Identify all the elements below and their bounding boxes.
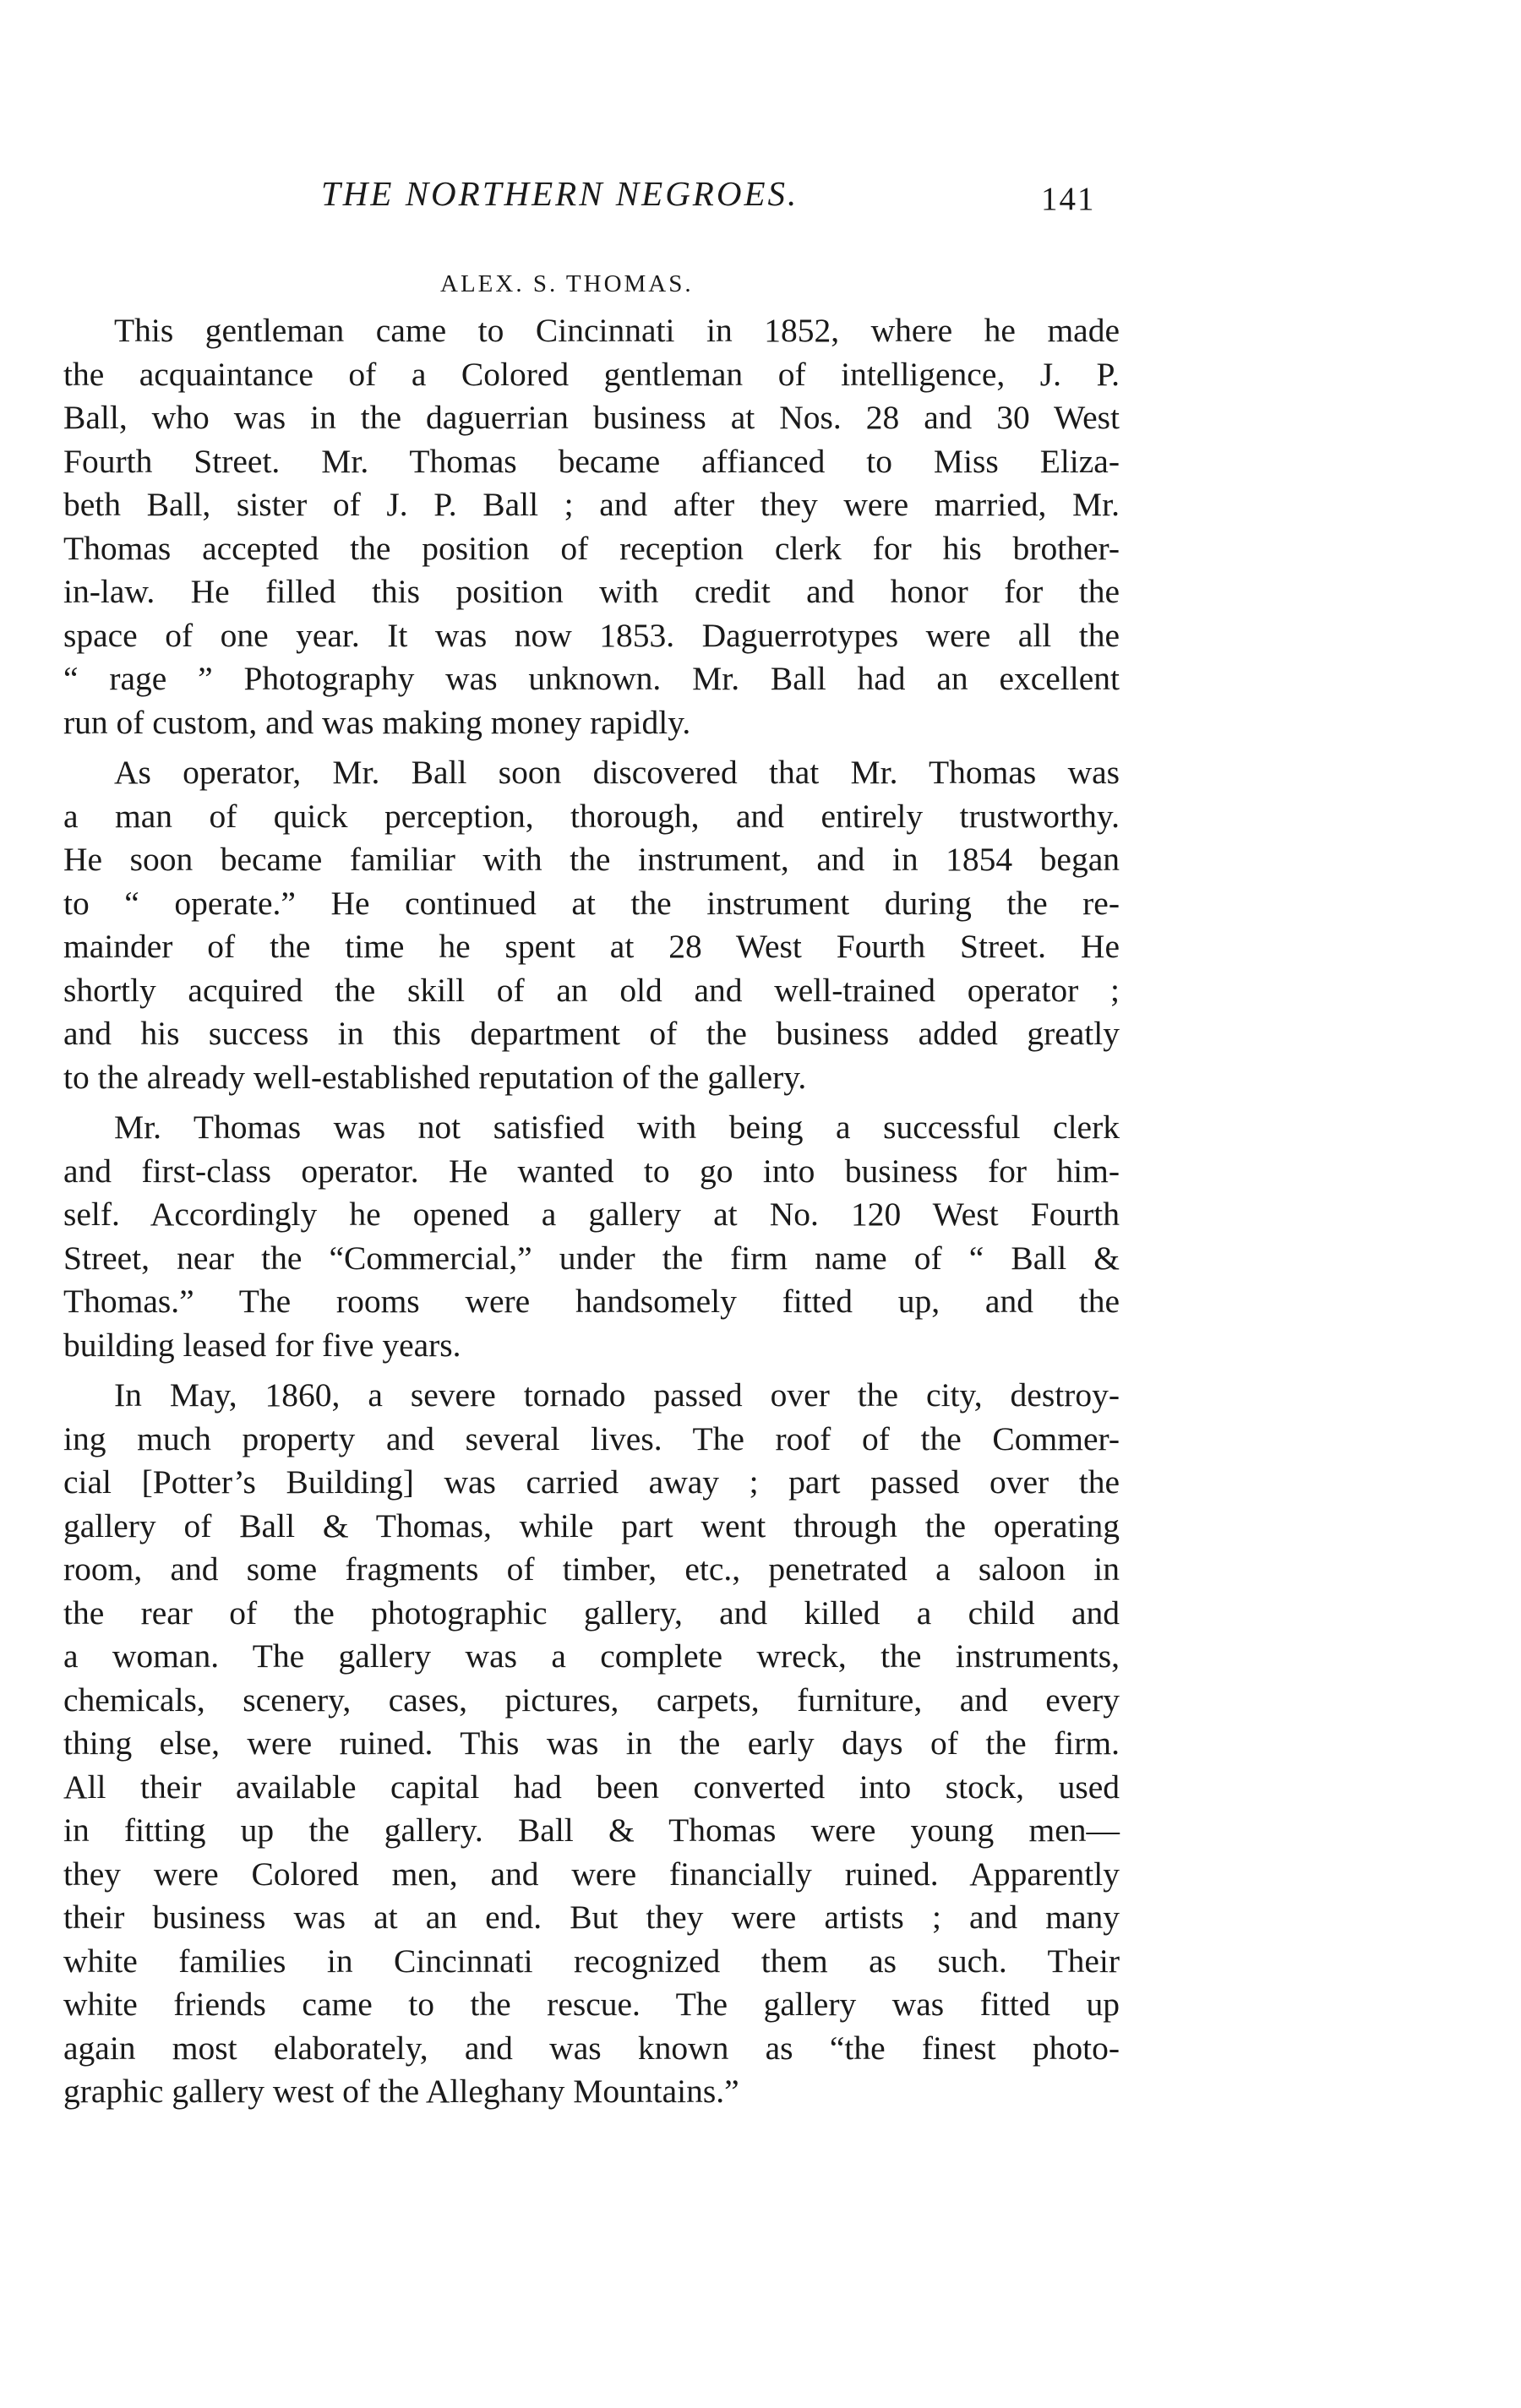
text-line: to “ operate.” He continued at the instrument during the re- bbox=[63, 884, 1120, 922]
text-line: mainder of the time he spent at 28 West Fourth Street. He bbox=[63, 928, 1120, 965]
text-line: beth Ball, sister of J. P. Ball ; and after they were married, Mr. bbox=[63, 486, 1120, 523]
paragraph bbox=[63, 1106, 1120, 1367]
text-line: Street, near the “Commercial,” under the firm name of “ Ball & bbox=[63, 1239, 1120, 1277]
running-title: THE NORTHERN NEGROES. bbox=[321, 174, 799, 213]
text-line: in fitting up the gallery. Ball & Thomas were young men— bbox=[63, 1811, 1120, 1849]
text-line: Mr. Thomas was not satisfied with being a successful clerk bbox=[114, 1109, 1120, 1146]
text-line: Thomas accepted the position of reception clerk for his brother- bbox=[63, 529, 1120, 567]
text-line: graphic gallery west of the Alleghany Mountains.” bbox=[63, 2073, 739, 2110]
text-line: building leased for five years. bbox=[63, 1326, 461, 1364]
text-line: ing much property and several lives. The roof of the Commer- bbox=[63, 1419, 1120, 1457]
text-line: run of custom, and was making money rapidly. bbox=[63, 703, 691, 741]
text-line: shortly acquired the skill of an old and well-trained operator ; bbox=[63, 971, 1120, 1009]
text-line: to the already well-established reputation of the gallery. bbox=[63, 1058, 807, 1096]
text-line: a woman. The gallery was a complete wreck, the instruments, bbox=[63, 1637, 1120, 1675]
paragraph bbox=[63, 751, 1120, 1099]
text-line: cial [Potter’s Building] was carried away ; part passed over the bbox=[63, 1463, 1120, 1501]
text-line: In May, 1860, a severe tornado passed over the city, destroy- bbox=[114, 1376, 1120, 1414]
text-line: white friends came to the rescue. The gallery was fitted up bbox=[63, 1986, 1120, 2023]
text-line: gallery of Ball & Thomas, while part went through the operating bbox=[63, 1506, 1120, 1544]
text-line: He soon became familiar with the instrument, and in 1854 began bbox=[63, 841, 1120, 878]
text-line: white families in Cincinnati recognized them as such. Their bbox=[63, 1942, 1120, 1980]
text-line: Ball, who was in the daguerrian business at Nos. 28 and 30 West bbox=[63, 399, 1120, 436]
paragraph bbox=[63, 1374, 1120, 2114]
text-line: and first-class operator. He wanted to go into business for him- bbox=[63, 1152, 1120, 1190]
text-line: a man of quick perception, thorough, and entirely trustworthy. bbox=[63, 797, 1120, 835]
page-number: 141 bbox=[1041, 181, 1096, 217]
text-line: the acquaintance of a Colored gentleman of intelligence, J. P. bbox=[63, 355, 1120, 393]
section-heading: ALEX. S. THOMAS. bbox=[440, 270, 694, 297]
text-line: As operator, Mr. Ball soon discovered that Mr. Thomas was bbox=[114, 754, 1120, 791]
text-line: and his success in this department of the business added greatly bbox=[63, 1015, 1120, 1052]
text-line: All their available capital had been converted into stock, used bbox=[63, 1768, 1120, 1806]
text-line: This gentleman came to Cincinnati in 1852, where he made bbox=[114, 312, 1120, 349]
text-line: thing else, were ruined. This was in the early days of the firm. bbox=[63, 1724, 1120, 1762]
text-line: the rear of the photographic gallery, and killed a child and bbox=[63, 1594, 1120, 1632]
text-line: space of one year. It was now 1853. Daguerrotypes were all the bbox=[63, 616, 1120, 654]
text-line: they were Colored men, and were financially ruined. Apparently bbox=[63, 1855, 1120, 1893]
text-line: “ rage ” Photography was unknown. Mr. Ball had an excellent bbox=[63, 660, 1120, 697]
text-line: in-law. He filled this position with credit and honor for the bbox=[63, 573, 1120, 610]
text-line: their business was at an end. But they were artists ; and many bbox=[63, 1899, 1120, 1936]
body-text bbox=[63, 309, 1120, 2121]
text-line: again most elaborately, and was known as “the finest photo- bbox=[63, 2029, 1120, 2067]
text-line: Thomas.” The rooms were handsomely fitted up, and the bbox=[63, 1283, 1120, 1320]
text-line: Fourth Street. Mr. Thomas became affianced to Miss Eliza- bbox=[63, 442, 1120, 480]
text-line: chemicals, scenery, cases, pictures, carpets, furniture, and every bbox=[63, 1681, 1120, 1719]
text-line: room, and some fragments of timber, etc., penetrated a saloon in bbox=[63, 1550, 1120, 1588]
text-line: self. Accordingly he opened a gallery at No. 120 West Fourth bbox=[63, 1196, 1120, 1233]
paragraph bbox=[63, 309, 1120, 744]
